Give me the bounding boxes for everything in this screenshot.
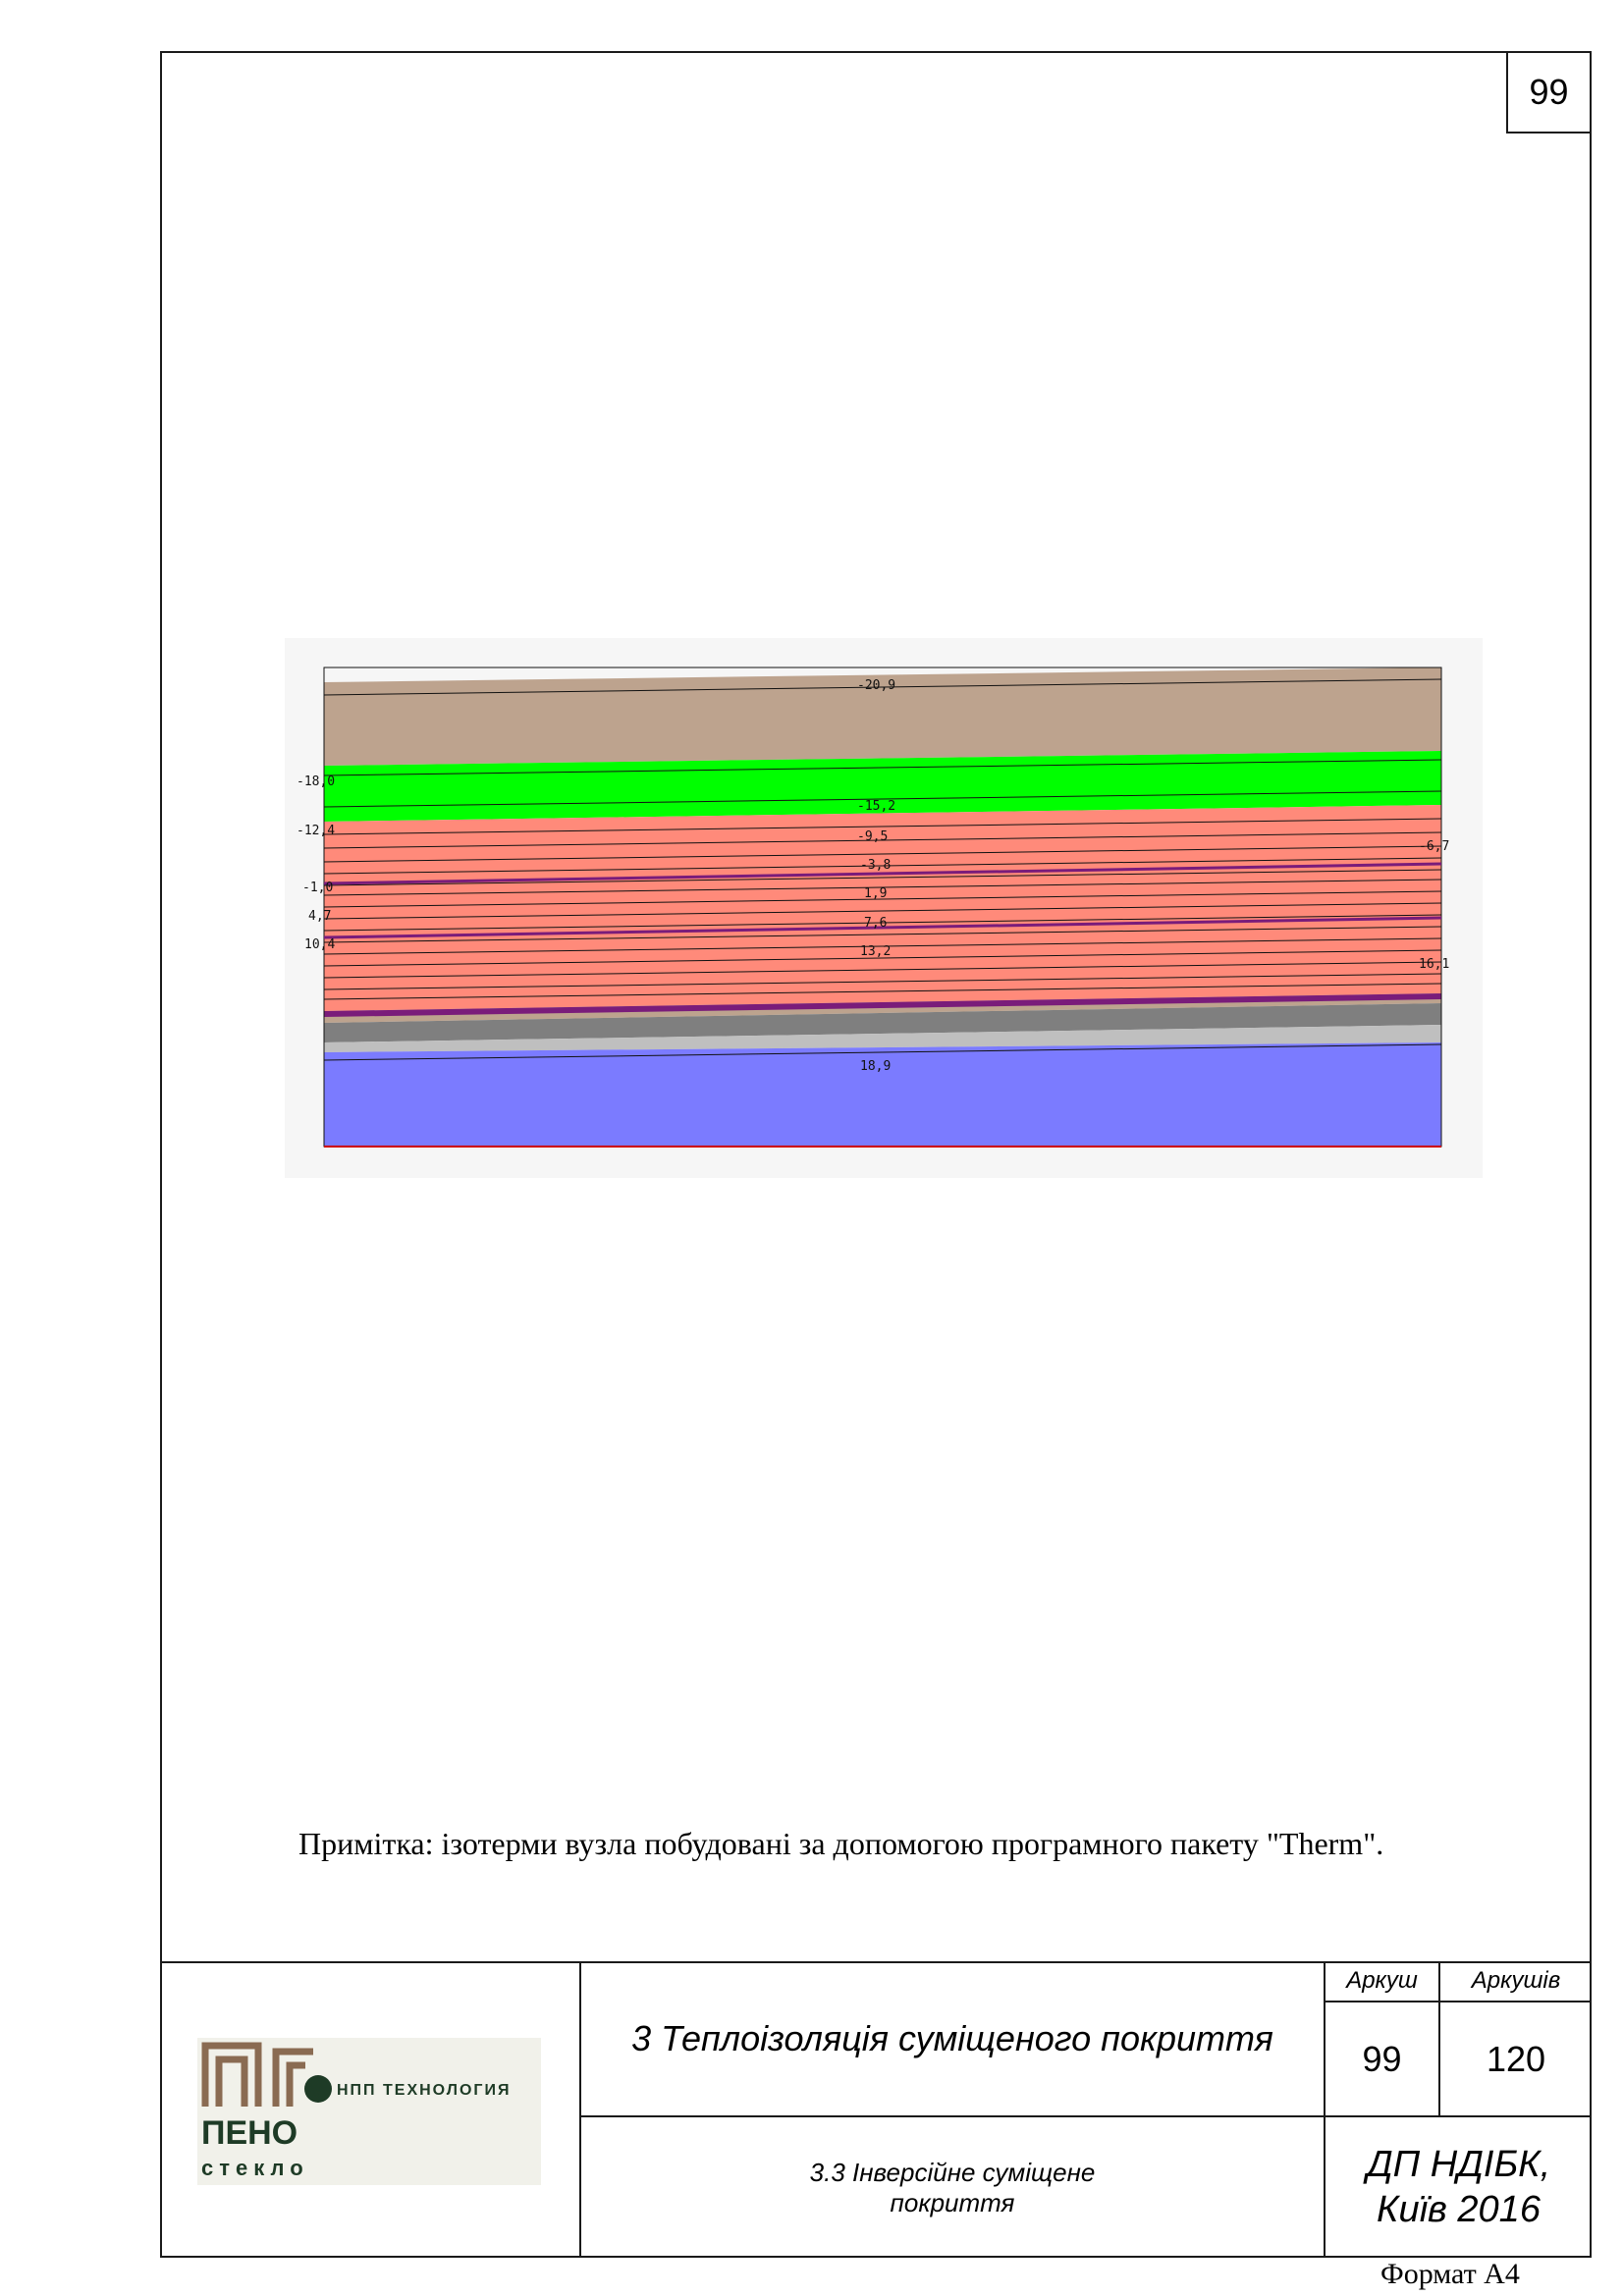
isotherm-label: -12,4 — [297, 824, 336, 838]
sheet-value: 99 — [1362, 2038, 1402, 2079]
figure-note: Примітка: ізотерми вузла побудовані за допомогою програмного пакету "Therm". — [298, 1826, 1384, 1861]
format-label: Формат А4 — [1380, 2258, 1520, 2290]
isotherm-label: 13,2 — [860, 944, 892, 959]
logo-main-text: ПЕНО — [201, 2114, 298, 2152]
page-number: 99 — [1506, 51, 1592, 133]
company-logo — [197, 2038, 541, 2185]
organization — [1325, 2117, 1592, 2258]
subsection-title-line1: 3.3 Інверсійне суміщене — [809, 2157, 1096, 2187]
sheets-label: Аркушів — [1471, 1967, 1561, 1994]
isotherm-label: 10,4 — [304, 937, 336, 952]
isotherm-label: 18,9 — [860, 1059, 892, 1074]
logo-sub-text: стекло — [201, 2156, 309, 2180]
sheet-label: Аркуш — [1346, 1967, 1418, 1994]
isotherm-label: -1,0 — [302, 881, 334, 895]
sheets-value: 120 — [1486, 2038, 1546, 2079]
title-block — [160, 1961, 1592, 2258]
isotherm-figure — [285, 638, 1483, 1178]
isotherm-label: -9,5 — [857, 829, 889, 844]
isotherm-label: -3,8 — [860, 858, 892, 873]
isotherm-label: -20,9 — [857, 678, 896, 693]
isotherm-label: 1,9 — [864, 886, 888, 901]
isotherm-label: 16,1 — [1419, 957, 1450, 972]
isotherm-label: 7,6 — [864, 916, 888, 931]
subsection-title — [581, 2117, 1324, 2258]
section-title: 3 Теплоізоляція суміщеного покриття — [631, 2017, 1273, 2058]
isotherm-label: 4,7 — [308, 909, 332, 924]
subsection-title-line2: покриття — [890, 2187, 1015, 2217]
isotherm-label: -15,2 — [857, 799, 896, 814]
isotherm-label: -6,7 — [1419, 839, 1450, 854]
logo-top-text: НПП ТЕХНОЛОГИЯ — [337, 2082, 512, 2099]
logo-graphic — [197, 2038, 541, 2185]
organization-line1: ДП НДІБК, — [1366, 2143, 1551, 2185]
organization-line2: Київ 2016 — [1377, 2188, 1541, 2230]
isotherm-label: -18,0 — [297, 774, 336, 789]
